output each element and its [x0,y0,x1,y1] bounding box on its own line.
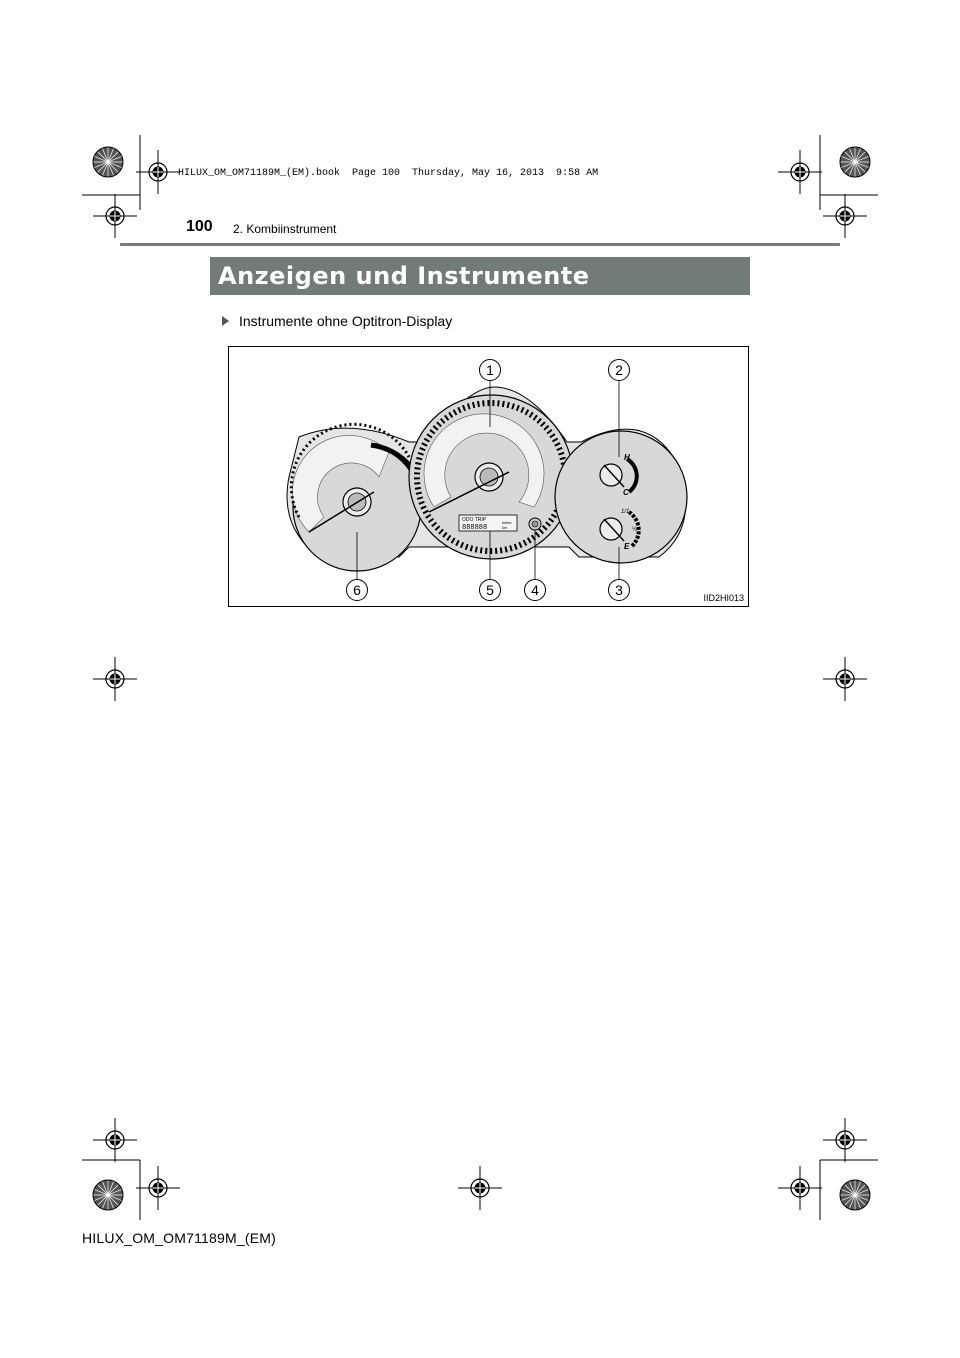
fuel-full-label: 1/1 [621,509,630,515]
registration-mark [823,657,867,701]
fuel-half-label: ½ [632,527,638,533]
registration-mark [778,150,822,194]
print-header: HILUX_OM_OM71189M_(EM).book Page 100 Thursday, May 16, 2013 9:58 AM [178,168,599,179]
odometer-mode: ODO TRIP [462,517,487,523]
registration-mark [823,194,867,238]
callout-6: 6 [346,579,368,601]
odometer-digits: 888888 [462,524,488,532]
registration-mark [823,1118,867,1162]
registration-mark [778,1166,822,1210]
chapter-title: 2. Kombiinstrument [233,222,337,236]
odometer-unit-miles: miles [502,520,512,525]
registration-mark [136,1166,180,1210]
bullet-item [222,313,452,329]
instrument-cluster-figure [228,346,749,607]
registration-mark [93,194,137,238]
callout-5: 5 [479,579,501,601]
callout-2: 2 [608,359,630,381]
registration-mark [458,1166,502,1210]
callout-3: 3 [608,579,630,601]
color-rose-mark [840,1180,870,1210]
section-title: Anzeigen und Instrumente [218,262,590,290]
color-rose-mark [93,1180,123,1210]
footer-model-code: HILUX_OM_OM71189M_(EM) [82,1230,276,1246]
cluster-illustration [229,347,750,608]
registration-mark [93,1118,137,1162]
color-rose-mark [840,147,870,177]
callout-1: 1 [479,359,501,381]
temp-high-label: H [624,453,630,462]
page-number: 100 [186,218,213,235]
bullet-text: Instrumente ohne Optitron-Display [239,313,453,329]
registration-mark [93,657,137,701]
color-rose-mark [93,147,123,177]
figure-code: IID2HI013 [703,593,744,603]
section-banner [210,257,750,295]
header-rule [120,243,840,246]
odometer-unit-km: km [502,525,508,530]
registration-mark [136,150,180,194]
callout-4: 4 [524,579,546,601]
temp-low-label: C [623,488,629,497]
triangle-bullet-icon [222,316,229,326]
fuel-empty-label: E [624,542,630,551]
